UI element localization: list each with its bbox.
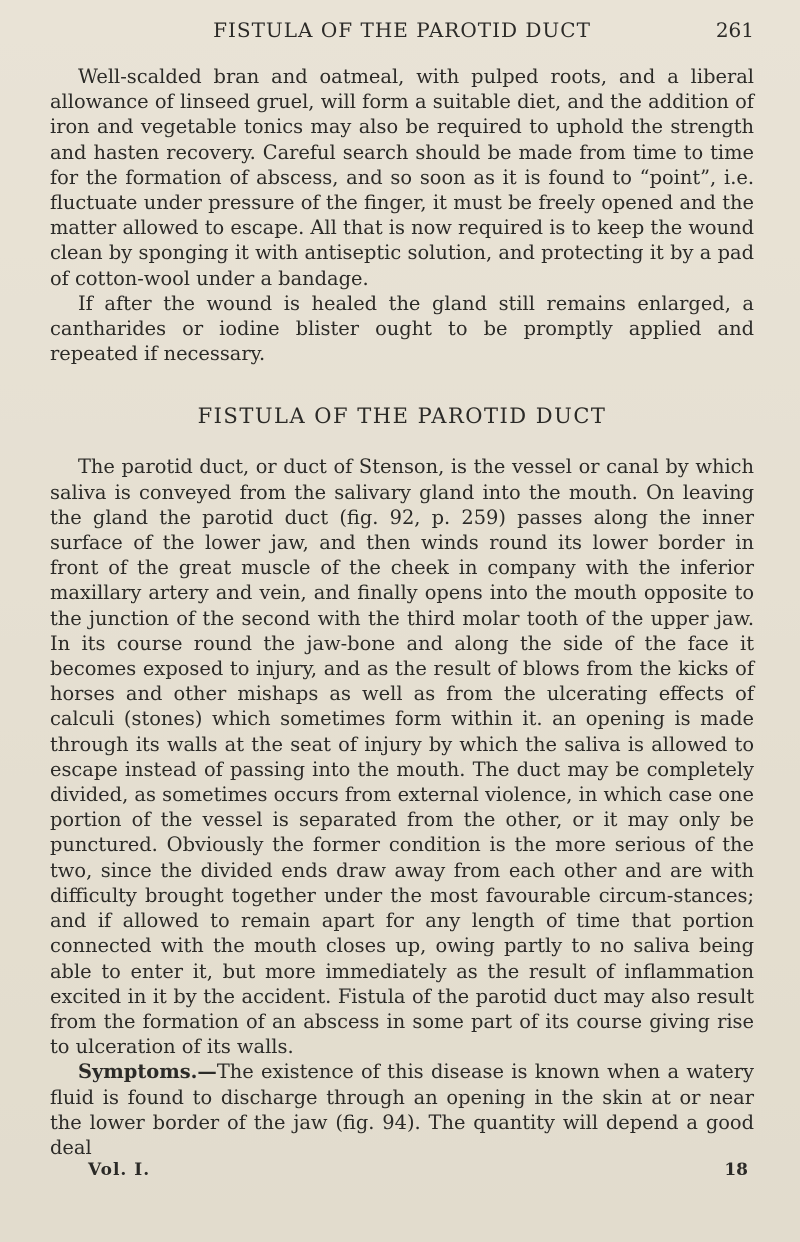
page-footer [50,1160,754,1184]
running-head [50,18,754,48]
paragraph-blister: If after the wound is healed the gland still remains enlarged, a cantharides or iodine blister ought to be promptly applied and repeated if necessary. [50,291,754,366]
section-title: FISTULA OF THE PAROTID DUCT [197,404,607,429]
paragraph-diet: Well-scalded bran and oatmeal, with pulped roots, and a liberal allowance of linseed gruel, will form a suitable diet, and the addition of iron and vegetable tonics may also be required to uphold the strength and hasten recovery. Careful search should be made from time to time for the formation of abscess, and so soon as it is found to “point”, i.e. fluctuate under pressure of the finger, it must be freely opened and the matter allowed to escape. All that is now required is to keep the wound clean by sponging it with antiseptic solution, and protecting it by a pad of cotton-wool under a bandage. [50,65,754,290]
symptoms-text: The existence of this disease is known when a watery fluid is found to discharge through an opening in the skin at or near the lower border of the jaw (fig. 94). The quantity will depend a good deal [50,1060,754,1159]
page-number: 261 [715,18,754,42]
paragraph-symptoms [50,1059,754,1160]
signature-mark: 18 [724,1160,748,1181]
symptoms-lead: Symptoms.— [78,1060,217,1084]
paragraph-parotid-duct: The parotid duct, or duct of Stenson, is the vessel or canal by which saliva is conveyed from the salivary gland into the mouth. On leaving the gland the parotid duct (fig. 92, p. 259) passes along the inner surface of the lower jaw, and then winds round its lower border in front of the great muscle of the cheek in company with the inferior maxillary artery and vein, and finally opens into the mouth opposite to the junction of the second with the third molar tooth of the upper jaw. In its course round the jaw-bone and along the side of the face it becomes exposed to injury, and as the result of blows from the kicks of horses and other mishaps as well as from the ulcerating effects of calculi (stones) which sometimes form within it. an opening is made through its walls at the seat of injury by which the saliva is allowed to escape instead of passing into the mouth. The duct may be completely divided, as sometimes occurs from external violence, in which case one portion of the vessel is separated from the other, or it may only be punctured. Obviously the former condition is the more serious of the two, since the divided ends draw away from each other and are with difficulty brought together under the most favourable circum-stances; and if allowed to remain apart for any length of time that portion connected with the mouth closes up, owing partly to no saliva being able to enter it, but more immediately as the result of inflammation excited in it by the accident. Fistula of the parotid duct may also result from the formation of an abscess in some part of its course giving rise to ulceration of its walls. [50,455,754,1059]
volume-label: Vol. I. [88,1160,151,1181]
running-title: FISTULA OF THE PAROTID DUCT [213,18,591,42]
